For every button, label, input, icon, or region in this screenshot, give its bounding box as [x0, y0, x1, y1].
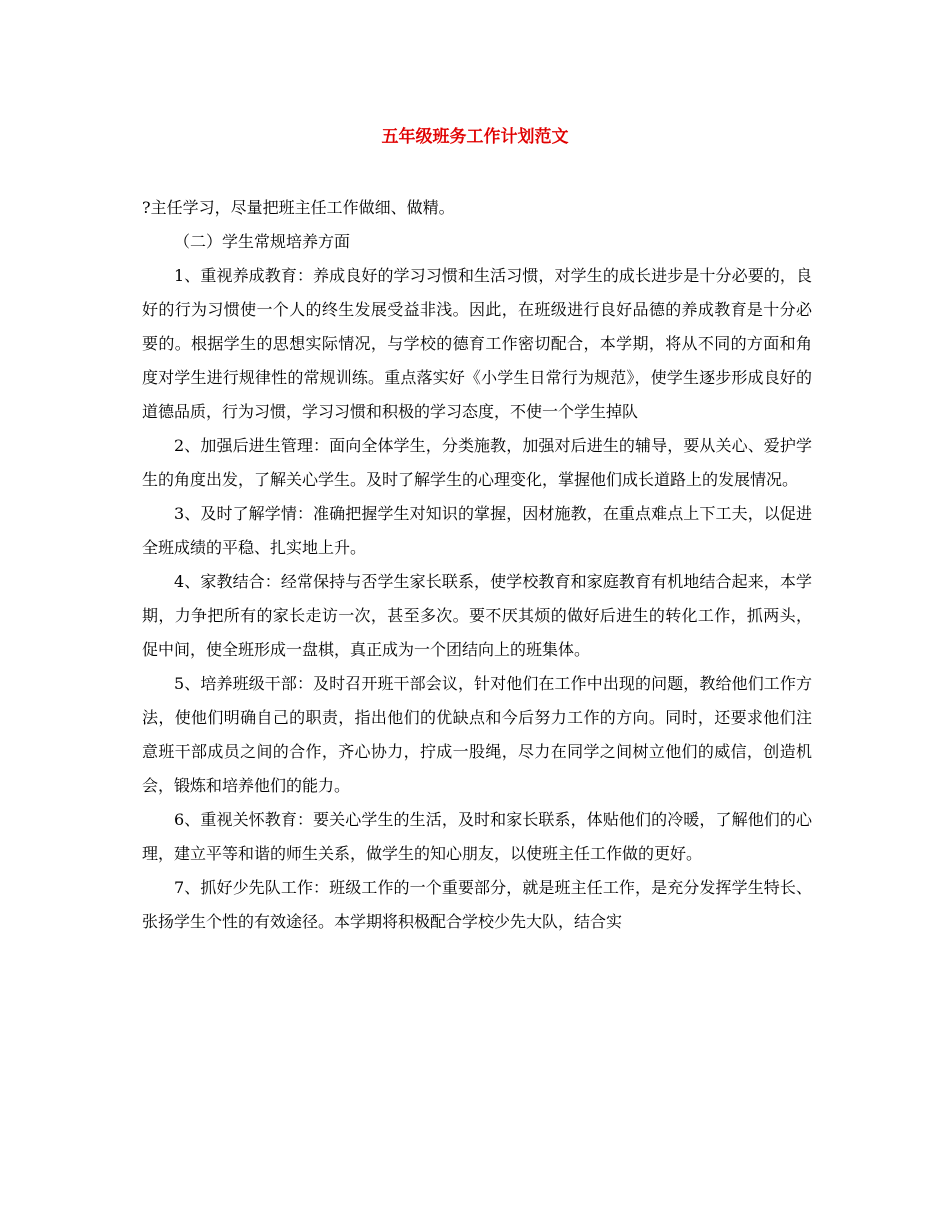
paragraph-item-6: 6、重视关怀教育：要关心学生的生活，及时和家长联系，体贴他们的冷暖，了解他们的心理，建立平等和谐的师生关系，做学生的知心朋友，以使班主任工作做的更好。	[142, 810, 812, 863]
paragraph-item-7: 7、抓好少先队工作：班级工作的一个重要部分，就是班主任工作，是充分发挥学生特长、张扬学生个性的有效途径。本学期将积极配合学校少先大队，结合实	[142, 878, 812, 931]
section-heading: （二）学生常规培养方面	[174, 232, 351, 251]
paragraph-item-5: 5、培养班级干部：及时召开班干部会议，针对他们在工作中出现的问题，教给他们工作方法，使他们明确自己的职责，指出他们的优缺点和今后努力工作的方向。同时，还要求他们注意班干部成员之间的合作，齐心协力，拧成一股绳，尽力在同学之间树立他们的威信，创造机会，锻炼和培养他们的能力。	[142, 674, 812, 795]
document-body	[142, 191, 812, 939]
paragraph-continuation: ?主任学习，尽量把班主任工作做细、做精。	[142, 198, 455, 217]
paragraph-item-2: 2、加强后进生管理：面向全体学生，分类施教，加强对后进生的辅导，要从关心、爱护学生的角度出发，了解关心学生。及时了解学生的心理变化，掌握他们成长道路上的发展情况。	[142, 436, 812, 489]
paragraph-item-1: 1、重视养成教育：养成良好的学习习惯和生活习惯，对学生的成长进步是十分必要的，良好的行为习惯使一个人的终生发展受益非浅。因此，在班级进行良好品德的养成教育是十分必要的。根据学生的思想实际情况，与学校的德育工作密切配合，本学期，将从不同的方面和角度对学生进行规律性的常规训练。重点落实好《小学生日常行为规范》，使学生逐步形成良好的道德品质，行为习惯，学习习惯和积极的学习态度，不使一个学生掉队	[142, 266, 812, 421]
document-title: 五年级班务工作计划范文	[381, 127, 569, 147]
paragraph-item-3: 3、及时了解学情：准确把握学生对知识的掌握，因材施教，在重点难点上下工夫，以促进全班成绩的平稳、扎实地上升。	[142, 504, 812, 557]
paragraph-item-4: 4、家教结合：经常保持与否学生家长联系，使学校教育和家庭教育有机地结合起来，本学期，力争把所有的家长走访一次，甚至多次。要不厌其烦的做好后进生的转化工作，抓两头，促中间，使全班形成一盘棋，真正成为一个团结向上的班集体。	[142, 572, 812, 659]
